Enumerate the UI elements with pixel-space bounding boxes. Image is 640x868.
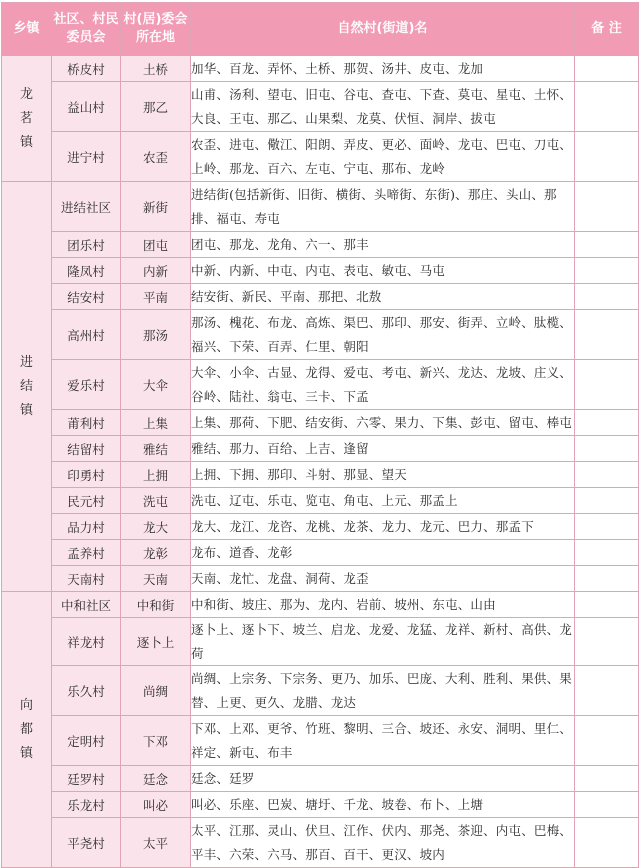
- header-villages: 自然村(街道)名: [191, 3, 575, 56]
- villages-cell: 叫必、乐座、巴炭、塘圩、千龙、坡卷、布卜、上塘: [191, 792, 575, 818]
- villages-cell: 山甫、汤利、望屯、旧屯、谷屯、查屯、下查、莫屯、星屯、土怀、大良、王屯、那乙、山果梨、龙莫、伏恒、洞岸、拔屯: [191, 82, 575, 132]
- villages-cell: 尚绸、上宗务、下宗务、更乃、加乐、巴庞、大利、胜利、果供、果替、上更、更久、龙腊、龙达: [191, 666, 575, 716]
- header-remarks: 备 注: [575, 3, 639, 56]
- office-cell: 雅结: [121, 436, 191, 462]
- office-cell: 上集: [121, 410, 191, 436]
- header-office: 村(居)委会所在地: [121, 3, 191, 56]
- remarks-cell: [575, 566, 639, 592]
- committee-cell: 团乐村: [52, 232, 121, 258]
- office-cell: 叫必: [121, 792, 191, 818]
- committee-cell: 隆凤村: [52, 258, 121, 284]
- committee-cell: 定明村: [52, 716, 121, 766]
- table-row: [2, 488, 639, 514]
- table-row: [2, 792, 639, 818]
- remarks-cell: [575, 258, 639, 284]
- table-row: [2, 514, 639, 540]
- remarks-cell: [575, 410, 639, 436]
- villages-cell: 进结街(包括新街、旧街、横街、头啼街、东街)、那庄、头山、那排、福屯、寿屯: [191, 182, 575, 232]
- header-town: 乡镇: [2, 3, 52, 56]
- village-table: [1, 2, 639, 868]
- villages-cell: 廷念、廷罗: [191, 766, 575, 792]
- committee-cell: 结留村: [52, 436, 121, 462]
- table-row: [2, 462, 639, 488]
- header-row: [2, 3, 639, 56]
- office-cell: 下邓: [121, 716, 191, 766]
- table-row: [2, 436, 639, 462]
- remarks-cell: [575, 488, 639, 514]
- office-cell: 农歪: [121, 132, 191, 182]
- office-cell: 新街: [121, 182, 191, 232]
- committee-cell: 廷罗村: [52, 766, 121, 792]
- committee-cell: 天南村: [52, 566, 121, 592]
- remarks-cell: [575, 132, 639, 182]
- office-cell: 太平: [121, 818, 191, 868]
- office-cell: 那汤: [121, 310, 191, 360]
- committee-cell: 高州村: [52, 310, 121, 360]
- committee-cell: 印勇村: [52, 462, 121, 488]
- remarks-cell: [575, 182, 639, 232]
- remarks-cell: [575, 436, 639, 462]
- remarks-cell: [575, 666, 639, 716]
- office-cell: 中和街: [121, 592, 191, 618]
- villages-cell: 下邓、上邓、更爷、竹班、黎明、三合、坡还、永安、洞明、里仁、祥定、新屯、布丰: [191, 716, 575, 766]
- remarks-cell: [575, 818, 639, 868]
- villages-cell: 那汤、槐花、布龙、高炼、渠巴、那印、那安、街弄、立岭、肽榄、福兴、下荣、百弄、仁里、朝阳: [191, 310, 575, 360]
- villages-cell: 龙布、道香、龙彰: [191, 540, 575, 566]
- remarks-cell: [575, 462, 639, 488]
- committee-cell: 乐龙村: [52, 792, 121, 818]
- remarks-cell: [575, 82, 639, 132]
- committee-cell: 爱乐村: [52, 360, 121, 410]
- office-cell: 尚绸: [121, 666, 191, 716]
- villages-cell: 龙大、龙江、龙咨、龙桃、龙茶、龙力、龙元、巴力、那孟下: [191, 514, 575, 540]
- remarks-cell: [575, 792, 639, 818]
- table-row: [2, 182, 639, 232]
- remarks-cell: [575, 592, 639, 618]
- villages-cell: 洗屯、辽屯、乐屯、览屯、角屯、上元、那孟上: [191, 488, 575, 514]
- committee-cell: 乐久村: [52, 666, 121, 716]
- table-row: [2, 360, 639, 410]
- committee-cell: 益山村: [52, 82, 121, 132]
- office-cell: 上拥: [121, 462, 191, 488]
- table-row: [2, 592, 639, 618]
- header-committee: 社区、村民委员会: [52, 3, 121, 56]
- office-cell: 廷念: [121, 766, 191, 792]
- villages-cell: 加华、百龙、弄怀、土桥、那贺、汤井、皮屯、龙加: [191, 56, 575, 82]
- committee-cell: 进结社区: [52, 182, 121, 232]
- villages-cell: 中新、内新、中屯、内屯、表屯、敏屯、马屯: [191, 258, 575, 284]
- table-row: [2, 618, 639, 666]
- villages-cell: 中和街、坡庄、那为、龙内、岩前、坡州、东屯、山由: [191, 592, 575, 618]
- villages-cell: 团屯、那龙、龙角、六一、那丰: [191, 232, 575, 258]
- office-cell: 大伞: [121, 360, 191, 410]
- remarks-cell: [575, 618, 639, 666]
- town-name: 龙茗镇: [19, 86, 33, 150]
- office-cell: 天南: [121, 566, 191, 592]
- table-row: [2, 566, 639, 592]
- villages-cell: 太平、江那、灵山、伏旦、江作、伏内、那尧、茶迎、内屯、巴梅、平丰、六荣、六马、那百、百干、更汉、坡内: [191, 818, 575, 868]
- office-cell: 逐卜上: [121, 618, 191, 666]
- table-row: [2, 766, 639, 792]
- committee-cell: 孟养村: [52, 540, 121, 566]
- table-row: [2, 132, 639, 182]
- remarks-cell: [575, 716, 639, 766]
- committee-cell: 结安村: [52, 284, 121, 310]
- table-row: [2, 284, 639, 310]
- villages-cell: 天南、龙忙、龙盘、洞荷、龙歪: [191, 566, 575, 592]
- office-cell: 洗屯: [121, 488, 191, 514]
- committee-cell: 进宁村: [52, 132, 121, 182]
- table-row: [2, 232, 639, 258]
- town-name: 向都镇: [19, 697, 33, 761]
- town-cell: [2, 182, 52, 592]
- town-cell: [2, 56, 52, 182]
- remarks-cell: [575, 284, 639, 310]
- villages-cell: 上拥、下拥、那印、斗射、那显、望天: [191, 462, 575, 488]
- committee-cell: 品力村: [52, 514, 121, 540]
- office-cell: 平南: [121, 284, 191, 310]
- table-row: [2, 82, 639, 132]
- town-cell: [2, 592, 52, 868]
- villages-cell: 大伞、小伞、古显、龙得、爱屯、考屯、新兴、龙达、龙坡、庄义、谷岭、陆社、翁屯、三卡、下孟: [191, 360, 575, 410]
- remarks-cell: [575, 540, 639, 566]
- remarks-cell: [575, 514, 639, 540]
- table-row: [2, 310, 639, 360]
- office-cell: 内新: [121, 258, 191, 284]
- table-row: [2, 818, 639, 868]
- remarks-cell: [575, 766, 639, 792]
- table-row: [2, 410, 639, 436]
- table-row: [2, 258, 639, 284]
- table-row: [2, 666, 639, 716]
- table-body: [2, 56, 639, 868]
- committee-cell: 莆利村: [52, 410, 121, 436]
- committee-cell: 桥皮村: [52, 56, 121, 82]
- office-cell: 那乙: [121, 82, 191, 132]
- remarks-cell: [575, 56, 639, 82]
- table-row: [2, 716, 639, 766]
- committee-cell: 平尧村: [52, 818, 121, 868]
- office-cell: 龙大: [121, 514, 191, 540]
- villages-cell: 农歪、进屯、儆江、阳朗、弄皮、更必、面岭、龙屯、巴屯、刀屯、上岭、那龙、百六、左屯、宁屯、那布、龙岭: [191, 132, 575, 182]
- office-cell: 团屯: [121, 232, 191, 258]
- committee-cell: 祥龙村: [52, 618, 121, 666]
- table-row: [2, 540, 639, 566]
- remarks-cell: [575, 360, 639, 410]
- committee-cell: 中和社区: [52, 592, 121, 618]
- office-cell: 龙彰: [121, 540, 191, 566]
- villages-cell: 上集、那荷、下肥、结安街、六零、果力、下集、彭屯、留屯、棒屯: [191, 410, 575, 436]
- office-cell: 土桥: [121, 56, 191, 82]
- villages-cell: 结安街、新民、平南、那把、北敖: [191, 284, 575, 310]
- villages-cell: 逐卜上、逐卜下、坡兰、启龙、龙爱、龙猛、龙祥、新村、高供、龙荷: [191, 618, 575, 666]
- table-row: [2, 56, 639, 82]
- remarks-cell: [575, 310, 639, 360]
- committee-cell: 民元村: [52, 488, 121, 514]
- remarks-cell: [575, 232, 639, 258]
- town-name: 进结镇: [19, 354, 33, 418]
- villages-cell: 雅结、那力、百给、上吉、逢留: [191, 436, 575, 462]
